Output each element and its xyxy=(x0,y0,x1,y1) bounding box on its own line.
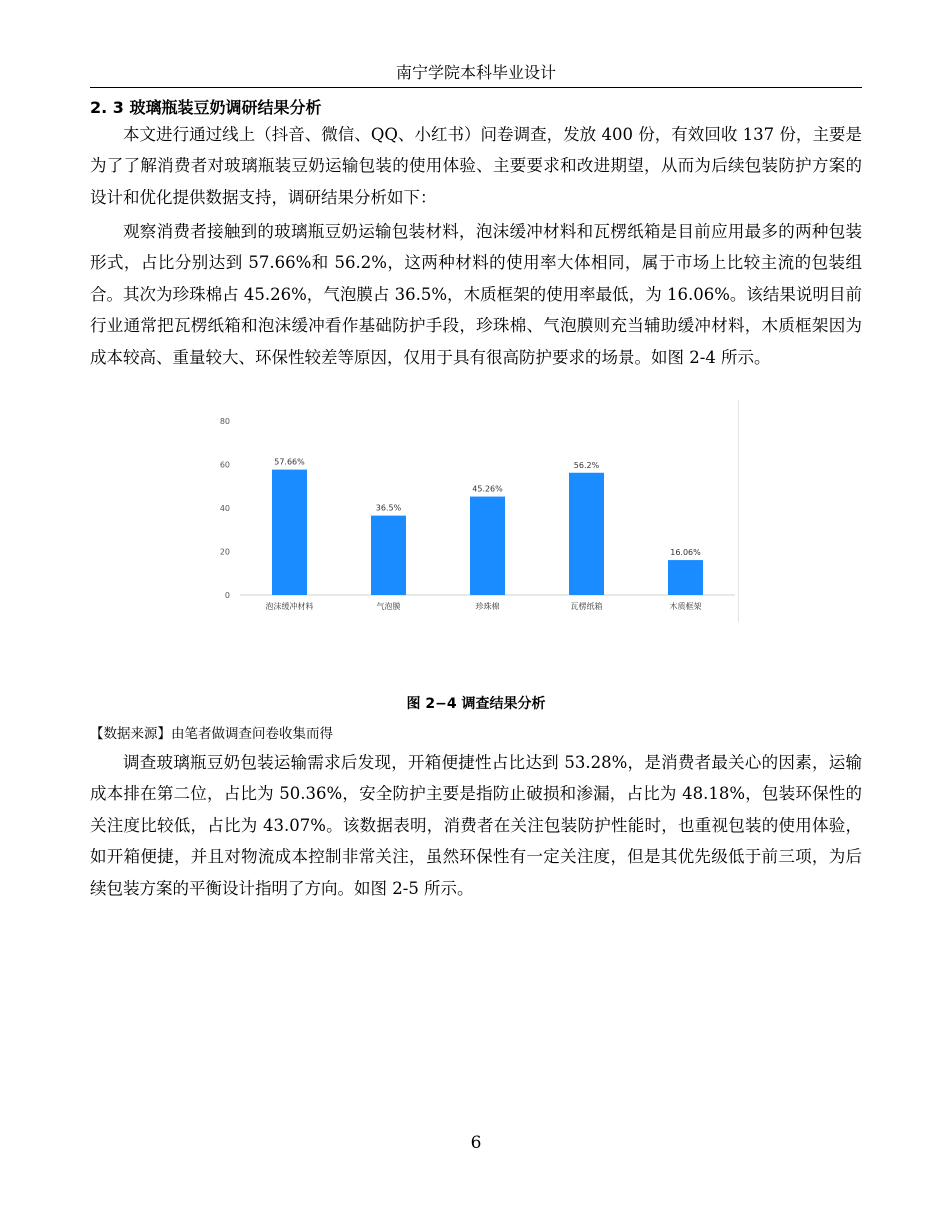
chart-frame-edge xyxy=(738,400,739,622)
data-source-note: 【数据来源】由笔者做调查问卷收集而得 xyxy=(90,726,333,742)
bar-data-label: 36.5% xyxy=(375,503,402,513)
x-category-label: 珍珠棉 xyxy=(475,602,500,611)
x-category-label: 气泡膜 xyxy=(376,602,401,611)
x-category-label: 木质框架 xyxy=(669,602,702,611)
y-tick-label: 80 xyxy=(219,417,230,426)
header-rule xyxy=(90,87,862,88)
y-tick-label: 40 xyxy=(219,504,230,513)
bar-data-label: 16.06% xyxy=(670,548,701,558)
paragraph-needs-analysis: 调查玻璃瓶豆奶包装运输需求后发现，开箱便捷性占比达到 53.28%，是消费者最关心的因素，运输成本排在第二位，占比为 50.36%，安全防护主要是指防止破损和渗漏，占比为 48.18%，包装环保性的关注度比较低，占比为 43.07%。该数据表明，消费者在关注包装防护性能时，也重视包装的使用体验，如开箱便捷，并且对物流成本控制非常关注，虽然环保性有一定关注度，但是其优先级低于前三项，为后续包装方案的平衡设计指明了方向。如图 2-5 所示。 xyxy=(90,753,862,898)
figure-caption: 图 2−4 调查结果分析 xyxy=(406,696,546,712)
section-title: 2. 3 玻璃瓶装豆奶调研结果分析 xyxy=(90,98,322,117)
paragraph-survey-intro: 本文进行通过线上（抖音、微信、QQ、小红书）问卷调查，发放 400 份，有效回收 137 份，主要是为了了解消费者对玻璃瓶装豆奶运输包装的使用体验、主要要求和改进期望，从而为后续包装防护方案的设计和优化提供数据支持，调研结果分析如下： xyxy=(90,125,862,207)
bar-data-label: 57.66% xyxy=(274,457,305,467)
y-tick-label: 20 xyxy=(219,547,230,557)
page-header: 南宁学院本科毕业设计 xyxy=(395,63,556,82)
x-category-label: 泡沫缓冲材料 xyxy=(265,602,314,611)
bar-1 xyxy=(371,516,406,595)
bar-3 xyxy=(569,473,604,595)
x-category-label: 瓦楞纸箱 xyxy=(570,602,603,611)
bar-0 xyxy=(272,470,307,595)
y-tick-label: 0 xyxy=(224,591,230,600)
paragraph-material-analysis: 观察消费者接触到的玻璃瓶豆奶运输包装材料，泡沫缓冲材料和瓦楞纸箱是目前应用最多的两种包装形式，占比分别达到 57.66%和 56.2%，这两种材料的使用率大体相同，属于市场上比较主流的包装组合。其次为珍珠棉占 45.26%，气泡膜占 36.5%，木质框架的使用率最低，为 16.06%。该结果说明目前行业通常把瓦楞纸箱和泡沫缓冲看作基础防护手段，珍珠棉、气泡膜则充当辅助缓冲材料，木质框架因为成本较高、重量较大、环保性较差等原因，仅用于具有很高防护要求的场景。如图 2-4 所示。 xyxy=(90,222,862,367)
bar-chart xyxy=(210,400,740,622)
bar-data-label: 56.2% xyxy=(573,460,600,470)
y-tick-label: 60 xyxy=(219,460,230,470)
bar-data-label: 45.26% xyxy=(472,484,503,494)
page-number: 6 xyxy=(470,1133,482,1153)
bar-2 xyxy=(470,497,505,595)
bar-4 xyxy=(668,560,703,595)
